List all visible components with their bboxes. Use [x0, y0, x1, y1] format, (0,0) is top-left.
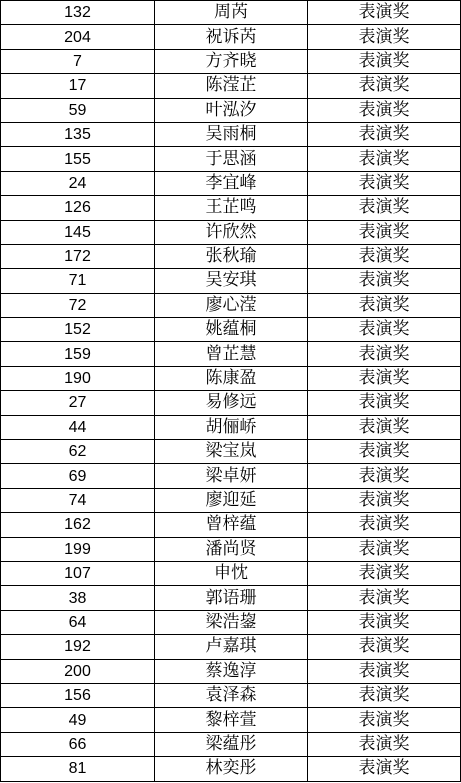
participant-id-cell: 38 — [1, 586, 155, 610]
participant-name-cell: 梁浩鋆 — [155, 610, 308, 634]
award-cell: 表演奖 — [308, 318, 461, 342]
participant-name-cell: 郭语珊 — [155, 586, 308, 610]
table-row — [1, 586, 461, 610]
award-cell: 表演奖 — [308, 635, 461, 659]
participant-id-cell: 155 — [1, 147, 155, 171]
table-row — [1, 49, 461, 73]
participant-id-cell: 192 — [1, 635, 155, 659]
participant-id-cell: 49 — [1, 708, 155, 732]
award-cell: 表演奖 — [308, 293, 461, 317]
participant-name-cell: 吴雨桐 — [155, 122, 308, 146]
table-row — [1, 513, 461, 537]
table-row — [1, 122, 461, 146]
participant-id-cell: 69 — [1, 464, 155, 488]
participant-id-cell: 172 — [1, 244, 155, 268]
participant-name-cell: 吴安琪 — [155, 269, 308, 293]
participant-id-cell: 27 — [1, 391, 155, 415]
participant-name-cell: 于思涵 — [155, 147, 308, 171]
award-cell: 表演奖 — [308, 269, 461, 293]
award-cell: 表演奖 — [308, 391, 461, 415]
participant-name-cell: 蔡逸淳 — [155, 659, 308, 683]
participant-name-cell: 易修远 — [155, 391, 308, 415]
award-cell: 表演奖 — [308, 1, 461, 25]
participant-id-cell: 81 — [1, 757, 155, 781]
participant-name-cell: 陈滢芷 — [155, 74, 308, 98]
participant-id-cell: 199 — [1, 537, 155, 561]
participant-name-cell: 廖迎延 — [155, 488, 308, 512]
award-cell: 表演奖 — [308, 464, 461, 488]
participant-name-cell: 胡俪峤 — [155, 415, 308, 439]
award-cell: 表演奖 — [308, 122, 461, 146]
table-row — [1, 196, 461, 220]
table-row — [1, 98, 461, 122]
award-cell: 表演奖 — [308, 757, 461, 781]
participant-name-cell: 李宜峰 — [155, 171, 308, 195]
participant-id-cell: 126 — [1, 196, 155, 220]
award-cell: 表演奖 — [308, 683, 461, 707]
awards-table-body — [1, 1, 461, 782]
participant-id-cell: 135 — [1, 122, 155, 146]
table-row — [1, 147, 461, 171]
participant-name-cell: 申忱 — [155, 561, 308, 585]
table-row — [1, 391, 461, 415]
participant-id-cell: 24 — [1, 171, 155, 195]
participant-name-cell: 黎梓萱 — [155, 708, 308, 732]
participant-id-cell: 132 — [1, 1, 155, 25]
table-row — [1, 757, 461, 781]
participant-id-cell: 59 — [1, 98, 155, 122]
participant-id-cell: 204 — [1, 25, 155, 49]
participant-id-cell: 62 — [1, 440, 155, 464]
participant-id-cell: 64 — [1, 610, 155, 634]
table-row — [1, 415, 461, 439]
award-cell: 表演奖 — [308, 244, 461, 268]
participant-name-cell: 曾梓蕴 — [155, 513, 308, 537]
award-cell: 表演奖 — [308, 488, 461, 512]
participant-name-cell: 梁蕴彤 — [155, 732, 308, 756]
participant-id-cell: 7 — [1, 49, 155, 73]
award-cell: 表演奖 — [308, 513, 461, 537]
participant-name-cell: 林奕彤 — [155, 757, 308, 781]
participant-name-cell: 廖心滢 — [155, 293, 308, 317]
award-cell: 表演奖 — [308, 49, 461, 73]
award-cell: 表演奖 — [308, 659, 461, 683]
award-cell: 表演奖 — [308, 610, 461, 634]
award-cell: 表演奖 — [308, 586, 461, 610]
participant-id-cell: 107 — [1, 561, 155, 585]
participant-id-cell: 145 — [1, 220, 155, 244]
participant-name-cell: 方齐晓 — [155, 49, 308, 73]
participant-name-cell: 曾芷慧 — [155, 342, 308, 366]
participant-id-cell: 200 — [1, 659, 155, 683]
table-row — [1, 464, 461, 488]
participant-id-cell: 66 — [1, 732, 155, 756]
table-row — [1, 537, 461, 561]
participant-id-cell: 74 — [1, 488, 155, 512]
participant-name-cell: 潘尚贤 — [155, 537, 308, 561]
table-row — [1, 366, 461, 390]
award-cell: 表演奖 — [308, 171, 461, 195]
table-row — [1, 635, 461, 659]
table-row — [1, 488, 461, 512]
table-row — [1, 708, 461, 732]
award-cell: 表演奖 — [308, 74, 461, 98]
table-row — [1, 610, 461, 634]
table-row — [1, 440, 461, 464]
table-row — [1, 342, 461, 366]
table-row — [1, 220, 461, 244]
table-row — [1, 171, 461, 195]
participant-id-cell: 44 — [1, 415, 155, 439]
award-cell: 表演奖 — [308, 220, 461, 244]
award-cell: 表演奖 — [308, 196, 461, 220]
participant-id-cell: 72 — [1, 293, 155, 317]
award-cell: 表演奖 — [308, 561, 461, 585]
participant-name-cell: 梁宝岚 — [155, 440, 308, 464]
participant-id-cell: 17 — [1, 74, 155, 98]
participant-id-cell: 152 — [1, 318, 155, 342]
participant-name-cell: 梁卓妍 — [155, 464, 308, 488]
award-cell: 表演奖 — [308, 342, 461, 366]
participant-id-cell: 156 — [1, 683, 155, 707]
participant-name-cell: 许欣然 — [155, 220, 308, 244]
table-row — [1, 683, 461, 707]
participant-id-cell: 71 — [1, 269, 155, 293]
table-row — [1, 244, 461, 268]
participant-name-cell: 周芮 — [155, 1, 308, 25]
table-row — [1, 269, 461, 293]
participant-name-cell: 张秋瑜 — [155, 244, 308, 268]
award-cell: 表演奖 — [308, 415, 461, 439]
award-cell: 表演奖 — [308, 98, 461, 122]
table-row — [1, 732, 461, 756]
award-cell: 表演奖 — [308, 366, 461, 390]
participant-name-cell: 姚蕴桐 — [155, 318, 308, 342]
table-row — [1, 318, 461, 342]
award-cell: 表演奖 — [308, 708, 461, 732]
participant-id-cell: 162 — [1, 513, 155, 537]
award-cell: 表演奖 — [308, 147, 461, 171]
participant-id-cell: 159 — [1, 342, 155, 366]
participant-name-cell: 王芷鸣 — [155, 196, 308, 220]
participant-name-cell: 袁泽森 — [155, 683, 308, 707]
table-row — [1, 74, 461, 98]
table-row — [1, 293, 461, 317]
table-row — [1, 659, 461, 683]
table-row — [1, 561, 461, 585]
table-row — [1, 25, 461, 49]
participant-name-cell: 陈康盈 — [155, 366, 308, 390]
award-cell: 表演奖 — [308, 732, 461, 756]
table-row — [1, 1, 461, 25]
award-cell: 表演奖 — [308, 440, 461, 464]
award-cell: 表演奖 — [308, 25, 461, 49]
participant-name-cell: 卢嘉琪 — [155, 635, 308, 659]
participant-id-cell: 190 — [1, 366, 155, 390]
participant-name-cell: 叶泓汐 — [155, 98, 308, 122]
award-cell: 表演奖 — [308, 537, 461, 561]
participant-name-cell: 祝诉芮 — [155, 25, 308, 49]
